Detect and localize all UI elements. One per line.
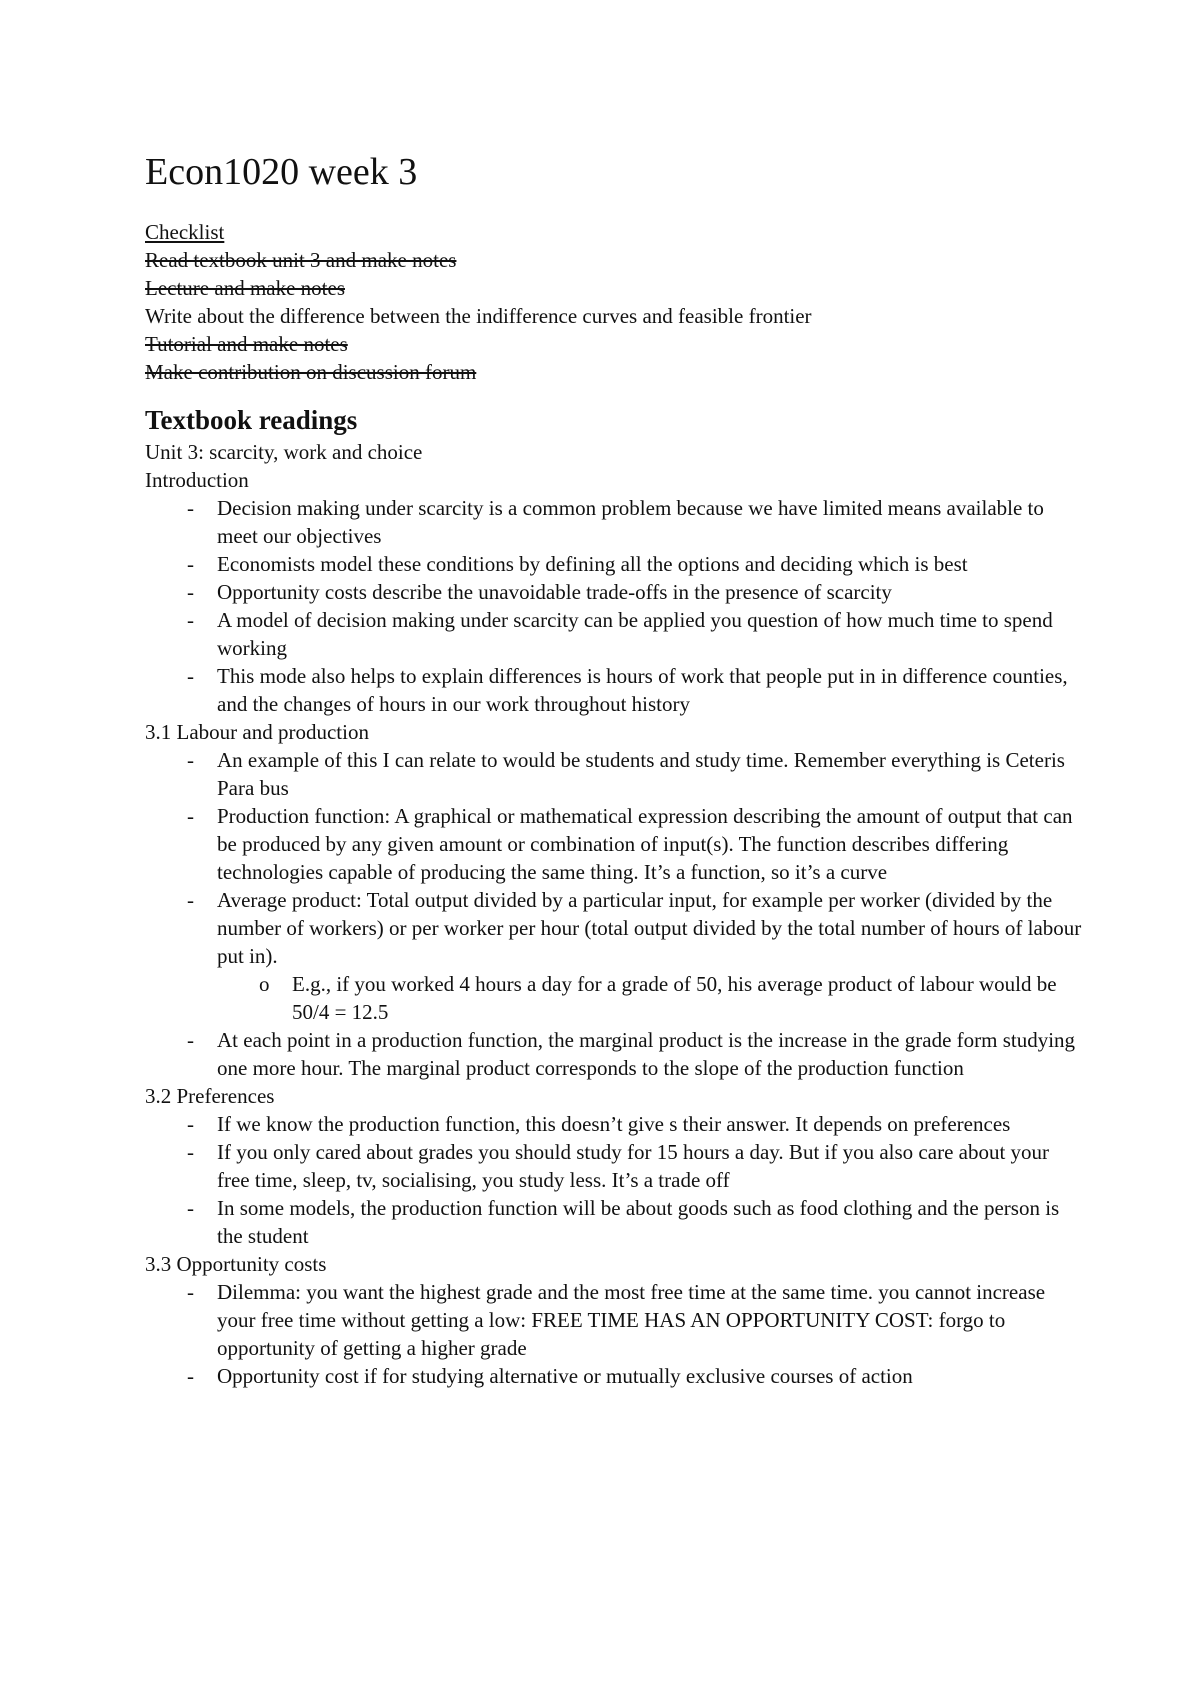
bullet-item [187,1138,1085,1194]
unit-title: Unit 3: scarcity, work and choice [145,440,423,464]
bullet-list [145,1278,1085,1390]
bullet-text: Production function: A graphical or mathematical expression describing the amount of output that can be produced by any given amount or combination of input(s). The function describes differing technologies capable of producing the same thing. It’s a function, so it’s a curve [217,804,1073,884]
bullet-text: A model of decision making under scarcity can be applied you question of how much time to spend working [217,608,1053,660]
checklist-item: Make contribution on discussion forum [145,360,477,384]
reading-sections [145,466,1085,1390]
reading-section [145,1250,1085,1390]
section-heading: 3.2 Preferences [145,1084,275,1108]
reading-section [145,718,1085,1082]
bullet-item [187,1026,1085,1082]
checklist-item: Write about the difference between the indifference curves and feasible frontier [145,304,812,328]
bullet-text: Dilemma: you want the highest grade and the most free time at the same time. you cannot increase your free time without getting a low: FREE TIME HAS AN OPPORTUNITY COST: forgo to opportunity of getting a higher grade [217,1280,1046,1360]
bullet-list [145,494,1085,718]
section-heading: 3.3 Opportunity costs [145,1252,327,1276]
bullet-item [187,802,1085,886]
bullet-text: Economists model these conditions by defining all the options and deciding which is best [217,552,968,576]
textbook-readings-heading: Textbook readings [145,405,358,435]
sub-bullet-item: o E.g., if you worked 4 hours a day for a grade of 50, his average product of labour would be 50/4 = 12.5 [259,970,1085,1026]
bullet-list [145,746,1085,1082]
bullet-item [187,550,1085,578]
bullet-text: Decision making under scarcity is a common problem because we have limited means available to meet our objectives [217,496,1044,548]
checklist-heading: Checklist [145,220,225,244]
sub-bullet-list [217,970,1085,1026]
bullet-text: This mode also helps to explain differences is hours of work that people put in in difference counties, and the changes of hours in our work throughout history [217,664,1068,716]
section-heading: Introduction [145,468,249,492]
bullet-text: In some models, the production function will be about goods such as food clothing and the person is the student [217,1196,1060,1248]
bullet-item [187,662,1085,718]
bullet-item [187,1362,1085,1390]
bullet-item [187,578,1085,606]
bullet-item [187,746,1085,802]
checklist-item: Read textbook unit 3 and make notes [145,248,457,272]
bullet-item [187,606,1085,662]
bullet-text: Opportunity cost if for studying alternative or mutually exclusive courses of action [217,1364,913,1388]
document-title: Econ1020 week 3 [145,151,418,193]
bullet-item [187,1278,1085,1362]
reading-section [145,1082,1085,1250]
bullet-item [187,1110,1085,1138]
checklist-item: Tutorial and make notes [145,332,348,356]
bullet-text: If you only cared about grades you should study for 15 hours a day. But if you also care about your free time, sleep, tv, socialising, you study less. It’s a trade off [217,1140,1050,1192]
bullet-item [187,494,1085,550]
bullet-item [187,886,1085,1026]
reading-section [145,466,1085,718]
checklist-item: Lecture and make notes [145,276,345,300]
document-body [145,148,1085,1390]
bullet-text: Opportunity costs describe the unavoidable trade-offs in the presence of scarcity [217,580,892,604]
checklist-items [145,246,1085,386]
bullet-list [145,1110,1085,1250]
checklist [145,218,1085,386]
section-heading: 3.1 Labour and production [145,720,369,744]
bullet-text: If we know the production function, this doesn’t give s their answer. It depends on preferences [217,1112,1011,1136]
bullet-text: Average product: Total output divided by a particular input, for example per worker (divided by the number of workers) or per worker per hour (total output divided by the total number of hours of labour put in). [217,888,1082,968]
bullet-item [187,1194,1085,1250]
bullet-text: At each point in a production function, the marginal product is the increase in the grade form studying one more hour. The marginal product corresponds to the slope of the production function [217,1028,1076,1080]
bullet-text: An example of this I can relate to would be students and study time. Remember everything is Ceteris Para bus [217,748,1065,800]
